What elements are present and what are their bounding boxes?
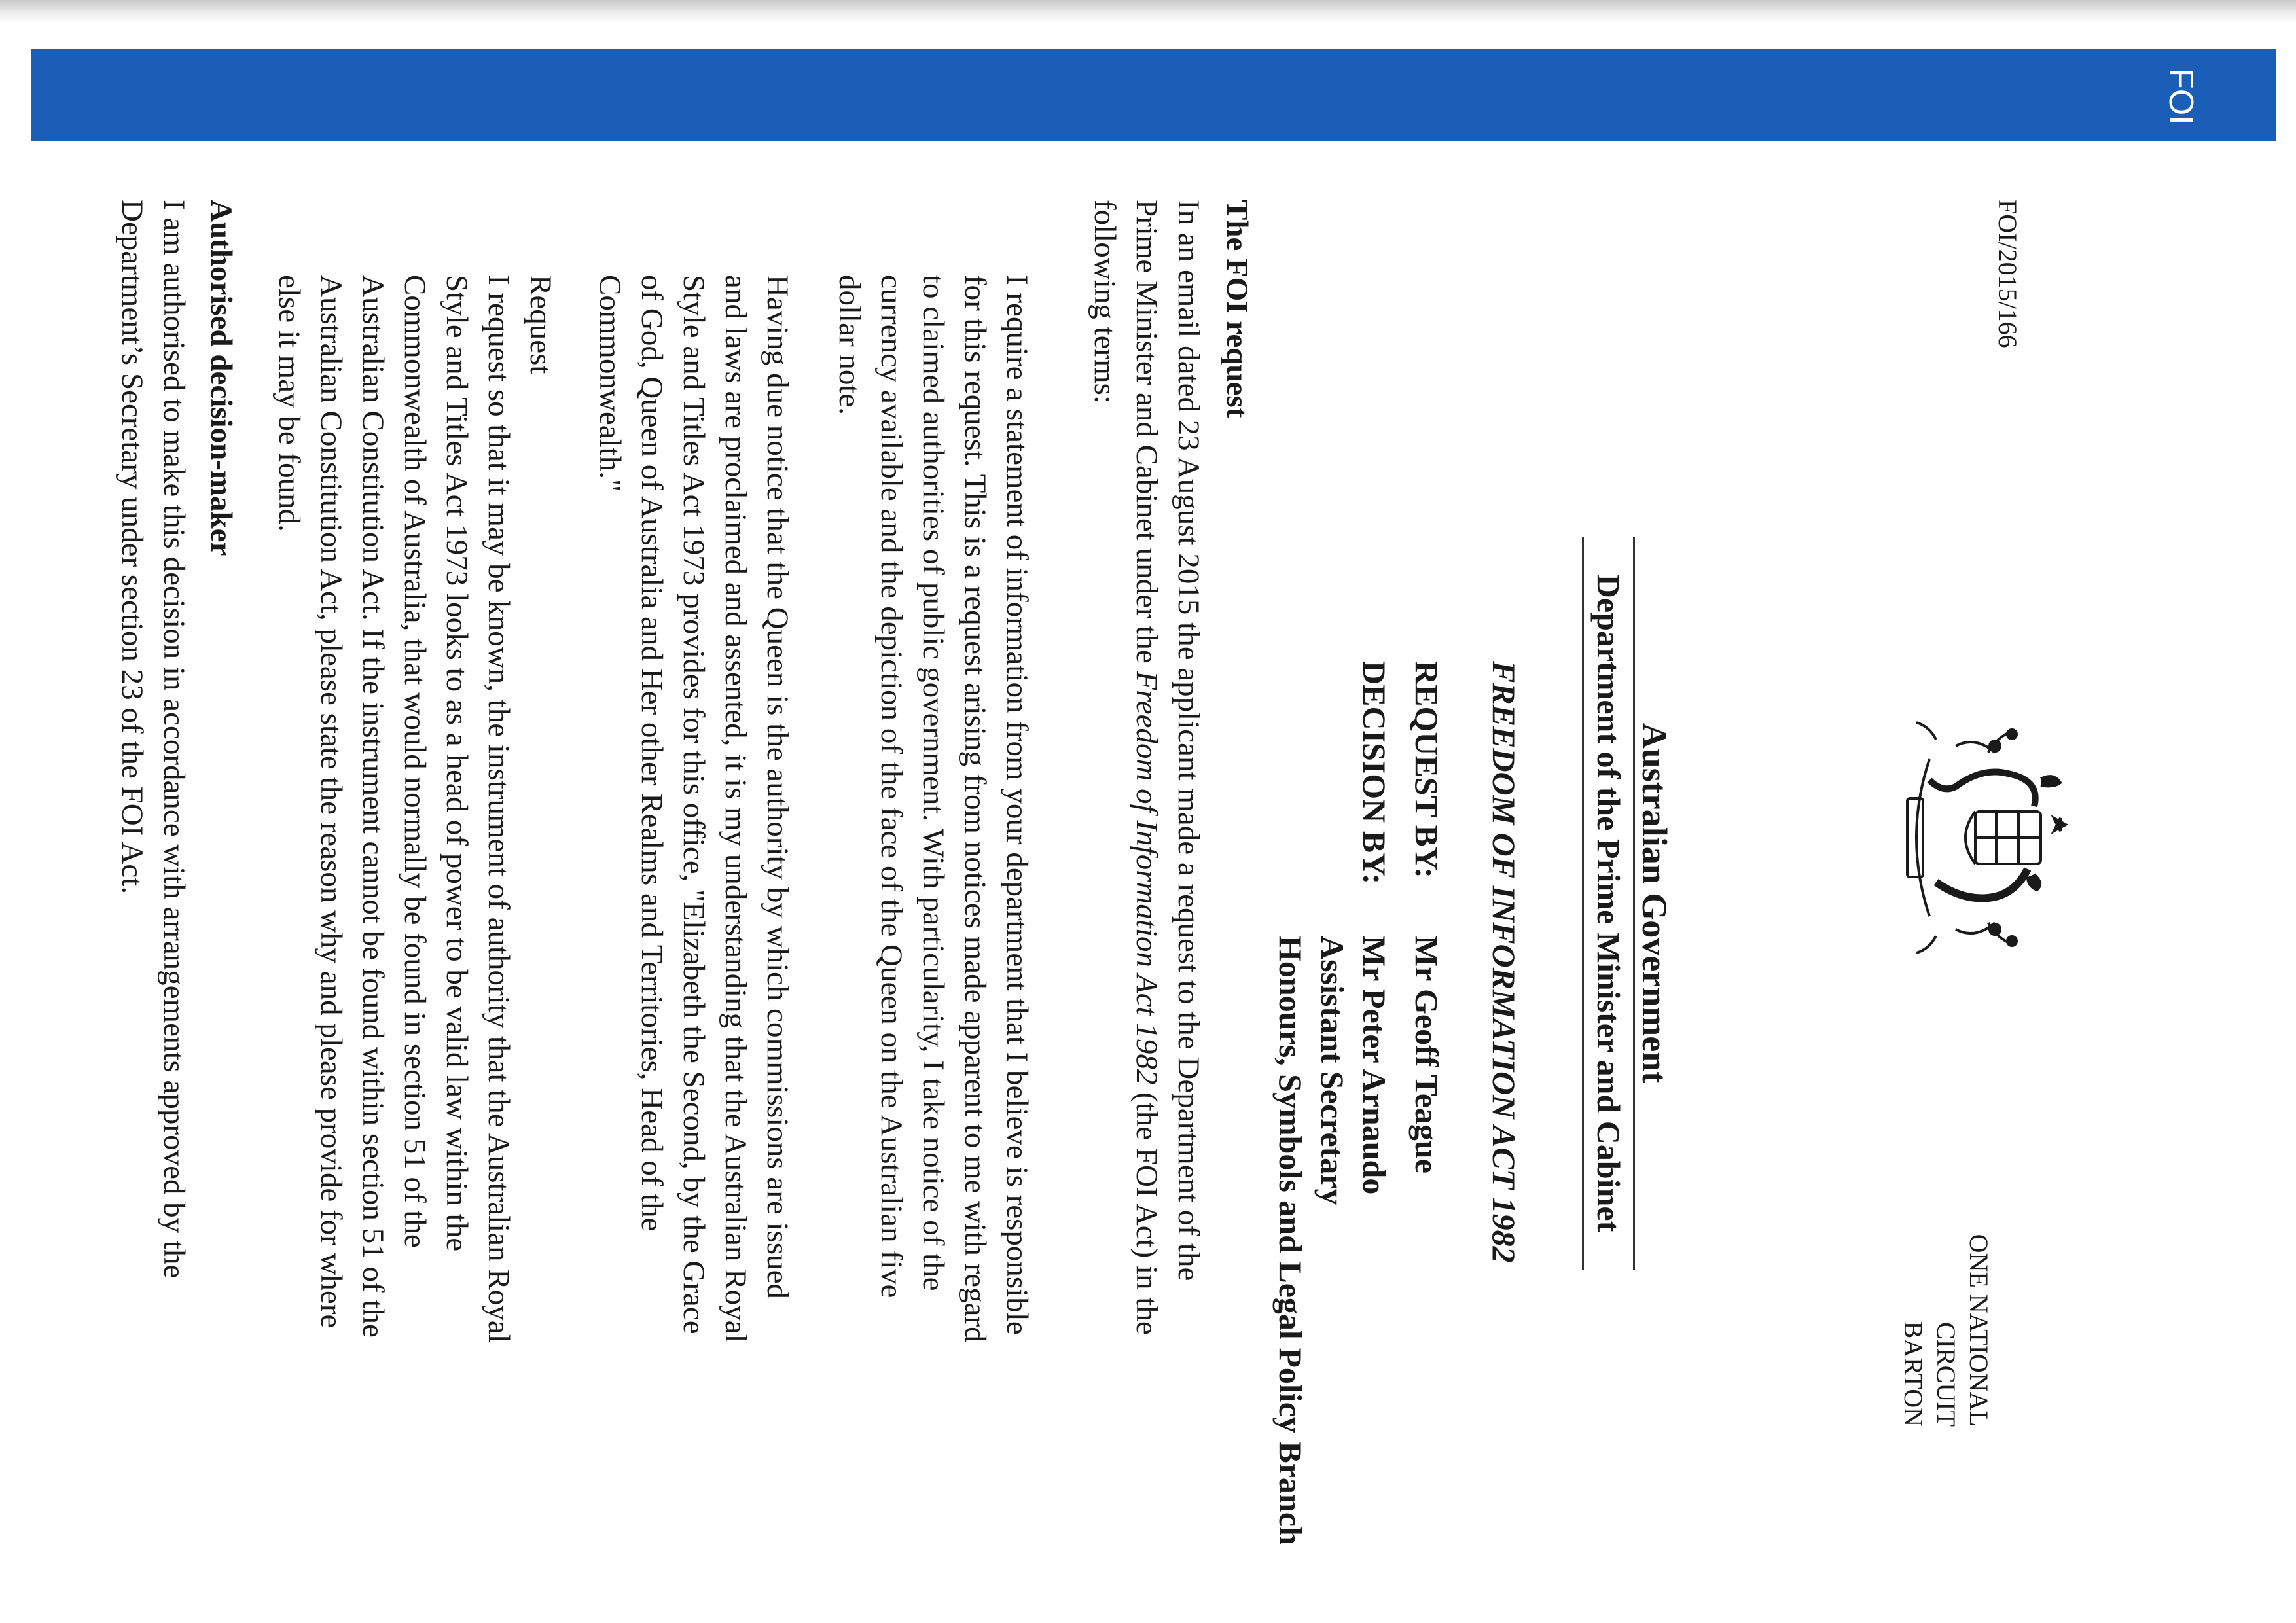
- decision-maker-line: I am authorised to make this decision in accordance with arrangements approved by the: [157, 200, 191, 1279]
- quote1-line: dollar note.: [833, 275, 867, 416]
- quote3-line: Australian Constitution Act. If the instrument cannot be found within section 51 of the: [356, 275, 390, 1338]
- department-address: [1897, 1152, 1995, 1427]
- quote-paragraph-2: [589, 275, 798, 1343]
- quote3-line: Australian Constitution Act, please state the reason why and please provide for where: [314, 275, 348, 1329]
- quote1-line: for this request. This is a request arising from notices made apparent to me with regard: [958, 275, 992, 1342]
- scan-edge: [0, 0, 2296, 23]
- intro-line-2-pre: Prime Minister and Cabinet under the: [1130, 200, 1164, 671]
- foi-header-band: [31, 49, 2276, 141]
- quote-paragraph-1: [829, 275, 1038, 1342]
- request-by-value: Mr Geoff Teague: [1408, 936, 1445, 1173]
- decision-by-label: DECISION BY:: [1356, 661, 1393, 885]
- government-name: Australian Government: [1635, 722, 1674, 1084]
- foi-request-intro: [1084, 200, 1210, 1335]
- quote1-line: currency available and the depiction of the face of the Queen on the Australian five: [874, 275, 908, 1298]
- decision-maker-body: [111, 200, 195, 1278]
- decision-maker-heading: Authorised decision-maker: [204, 200, 238, 556]
- request-label: Request: [524, 275, 558, 374]
- foi-request-heading: The FOI request: [1220, 200, 1254, 418]
- intro-line-2: [1126, 200, 1168, 1335]
- intro-line-2-post: (the FOI Act) in the: [1130, 1084, 1164, 1335]
- quote3-line: else it may be found.: [272, 275, 306, 532]
- decision-by-name: Mr Peter Arnaudo: [1356, 936, 1393, 1195]
- quote-paragraph-3: [268, 275, 520, 1343]
- act-name-italic: Freedom of Information Act 1982: [1130, 671, 1164, 1085]
- commonwealth-coat-of-arms-icon: [1884, 720, 2080, 955]
- quote3-line: Style and Titles Act 1973 looks to as a head of power to be valid law within the: [440, 275, 474, 1252]
- address-line-1: ONE NATIONAL CIRCUIT: [1931, 1234, 1994, 1427]
- quote3-line: Commonwealth of Australia, that would normally be found in section 51 of the: [398, 275, 432, 1248]
- intro-line-1: In an email dated 23 August 2015 the applicant made a request to the Department of the: [1172, 200, 1206, 1281]
- quote2-line: of God, Queen of Australia and Her other Realms and Territories, Head of the: [635, 275, 669, 1232]
- letterhead-rule-bottom: [1582, 537, 1584, 1270]
- quote1-line: to claimed authorities of public government. With particularity, I take notice of the: [916, 275, 950, 1291]
- foi-band-label: FOI: [2162, 68, 2200, 125]
- quote2-line: and laws are proclaimed and assented, it is my understanding that the Australian Royal: [719, 275, 753, 1343]
- quote2-line: Style and Titles Act 1973 provides for this office, "Elizabeth the Second, by the Grace: [677, 275, 711, 1334]
- quote2-line: Commonwealth.": [593, 275, 627, 492]
- letterhead-rule-top: [1633, 537, 1635, 1270]
- address-line-2: BARTON: [1899, 1321, 1928, 1427]
- decision-maker-line: Department’s Secretary under section 23 of the FOI Act.: [115, 200, 149, 895]
- quote3-line: I request so that it may be known, the instrument of authority that the Australian Royal: [482, 275, 516, 1343]
- act-title: FREEDOM OF INFORMATION ACT 1982: [1486, 661, 1522, 1263]
- reference-number: FOI/2015/166: [1993, 200, 2022, 348]
- request-by-label: REQUEST BY:: [1408, 661, 1445, 879]
- quote2-line: Having due notice that the Queen is the authority by which commissions are issued: [761, 275, 795, 1300]
- quote1-line: I require a statement of information from your department that I believe is responsible: [1000, 275, 1034, 1335]
- decision-by-role: Assistant Secretary: [1314, 936, 1351, 1205]
- intro-line-3: following terms:: [1088, 200, 1122, 404]
- decision-by-branch: Honours, Symbols and Legal Policy Branch: [1272, 936, 1309, 1545]
- department-name: Department of the Prime Minister and Cabinet: [1590, 574, 1627, 1232]
